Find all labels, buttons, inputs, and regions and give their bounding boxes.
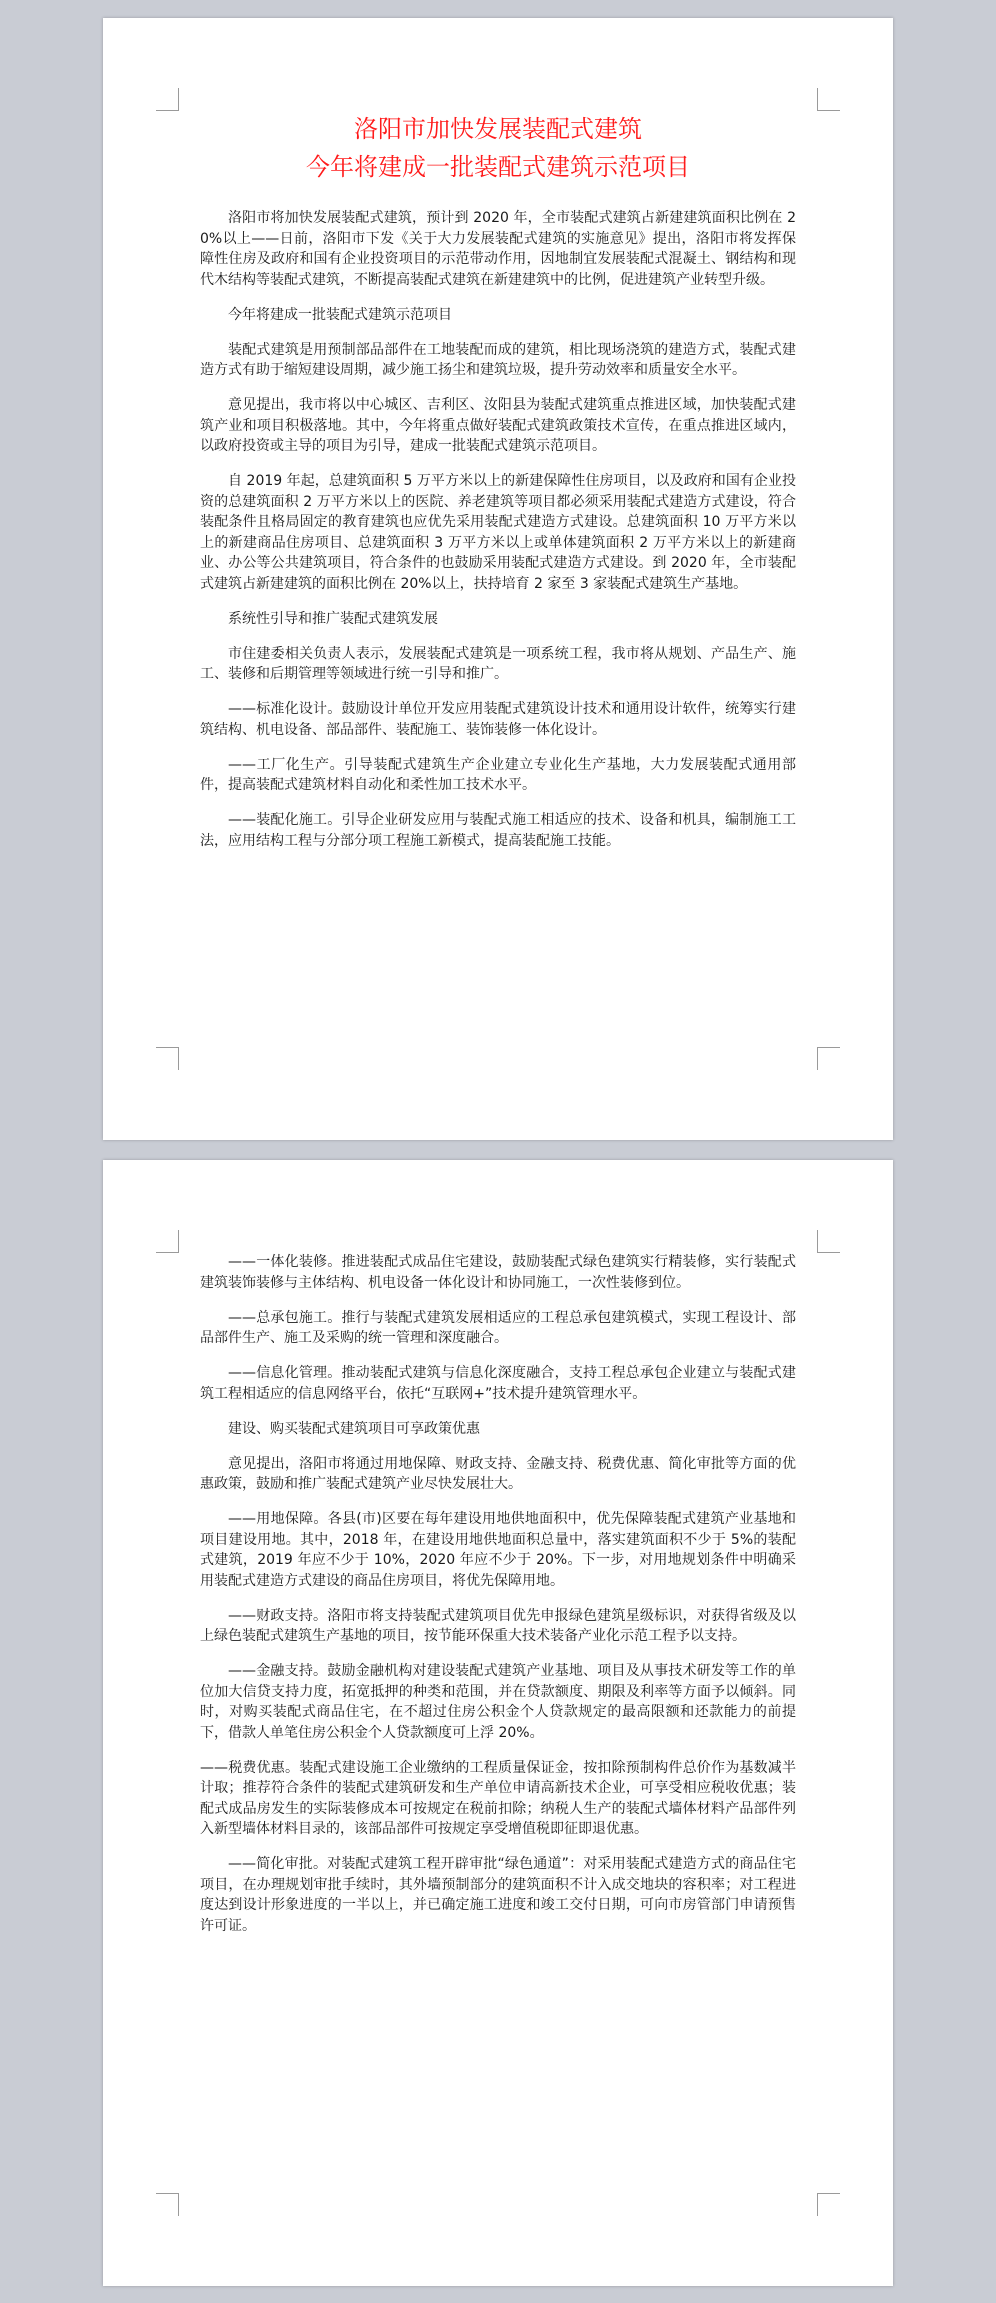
page-2-content [200, 1252, 796, 1951]
document-page-2 [103, 1160, 893, 2286]
paragraph: 洛阳市将加快发展装配式建筑，预计到 2020 年，全市装配式建筑占新建建筑面积比例在 20%以上——日前，洛阳市下发《关于大力发展装配式建筑的实施意见》提出，洛阳市将发挥保障性住房及政府和国有企业投资项目的示范带动作用，因地制宜发展装配式混凝土、钢结构和现代木结构等装配式建筑，不断提高装配式建筑在新建建筑中的比例，促进建筑产业转型升级。 [200, 210, 796, 288]
margin-mark-bottom-right [817, 1047, 840, 1070]
paragraph: ——信息化管理。推动装配式建筑与信息化深度融合，支持工程总承包企业建立与装配式建筑工程相适应的信息网络平台，依托“互联网+”技术提升建筑管理水平。 [200, 1365, 796, 1402]
paragraph: 市住建委相关负责人表示，发展装配式建筑是一项系统工程，我市将从规划、产品生产、施工、装修和后期管理等领域进行统一引导和推广。 [200, 645, 796, 682]
section-heading: 建设、购买装配式建筑项目可享政策优惠 [228, 1420, 480, 1437]
paragraph: ——总承包施工。推行与装配式建筑发展相适应的工程总承包建筑模式，实现工程设计、部品部件生产、施工及采购的统一管理和深度融合。 [200, 1309, 796, 1346]
paragraph: ——财政支持。洛阳市将支持装配式建筑项目优先申报绿色建筑星级标识，对获得省级及以上绿色装配式建筑生产基地的项目，按节能环保重大技术装备产业化示范工程予以支持。 [200, 1607, 796, 1644]
paragraph: ——装配化施工。引导企业研发应用与装配式施工相适应的技术、设备和机具，编制施工工法，应用结构工程与分部分项工程施工新模式，提高装配施工技能。 [200, 812, 796, 849]
paragraph: ——工厂化生产。引导装配式建筑生产企业建立专业化生产基地，大力发展装配式通用部件，提高装配式建筑材料自动化和柔性加工技术水平。 [200, 756, 796, 793]
paragraph: 意见提出，洛阳市将通过用地保障、财政支持、金融支持、税费优惠、简化审批等方面的优惠政策，鼓励和推广装配式建筑产业尽快发展壮大。 [200, 1455, 796, 1492]
paragraph: ——用地保障。各县(市)区要在每年建设用地供地面积中，优先保障装配式建筑产业基地和项目建设用地。其中，2018 年，在建设用地供地面积总量中，落实建筑面积不少于 5%的装配式建筑，2019 年应不少于 10%，2020 年应不少于 20%。下一步，对用地规划条件中明确采用装配式建造方式建设的商品住房项目，将优先保障用地。 [200, 1511, 796, 1589]
paragraph: ——一体化装修。推进装配式成品住宅建设，鼓励装配式绿色建筑实行精装修，实行装配式建筑装饰装修与主体结构、机电设备一体化设计和协同施工，一次性装修到位。 [200, 1254, 796, 1291]
paragraph: 自 2019 年起，总建筑面积 5 万平方米以上的新建保障性住房项目，以及政府和国有企业投资的总建筑面积 2 万平方米以上的医院、养老建筑等项目都必须采用装配式建造方式建设，符合装配条件且格局固定的教育建筑也应优先采用装配式建造方式建设。总建筑面积 10 万平方米以上的新建商品住房项目、总建筑面积 3 万平方米以上或单体建筑面积 2 万平方米以上的新建商业、办公等公共建筑项目，符合条件的也鼓励采用装配式建造方式建设。到 2020 年，全市装配式建筑占新建建筑的面积比例在 20%以上，扶持培育 2 家至 3 家装配式建筑生产基地。 [200, 473, 796, 592]
margin-mark-top-right [817, 88, 840, 111]
article-title [200, 110, 796, 186]
page-1-content [200, 110, 796, 866]
paragraph: ——税费优惠。装配式建设施工企业缴纳的工程质量保证金，按扣除预制构件总价作为基数减半计取；推荐符合条件的装配式建筑研发和生产单位申请高新技术企业，可享受相应税收优惠；装配式成品房发生的实际装修成本可按规定在税前扣除；纳税人生产的装配式墙体材料产品部件列入新型墙体材料目录的，该部品部件可按规定享受增值税即征即退优惠。 [200, 1759, 796, 1837]
margin-mark-bottom-right [817, 2193, 840, 2216]
margin-mark-bottom-left [156, 1047, 179, 1070]
margin-mark-top-left [156, 88, 179, 111]
paragraph: 意见提出，我市将以中心城区、吉利区、汝阳县为装配式建筑重点推进区域，加快装配式建筑产业和项目积极落地。其中，今年将重点做好装配式建筑政策技术宣传，在重点推进区域内，以政府投资或主导的项目为引导，建成一批装配式建筑示范项目。 [200, 397, 796, 454]
section-heading: 系统性引导和推广装配式建筑发展 [228, 610, 438, 627]
paragraph: 装配式建筑是用预制部品部件在工地装配而成的建筑，相比现场浇筑的建造方式，装配式建造方式有助于缩短建设周期，减少施工扬尘和建筑垃圾，提升劳动效率和质量安全水平。 [200, 341, 796, 378]
document-page-1 [103, 18, 893, 1140]
margin-mark-top-left [156, 1230, 179, 1253]
title-line-1: 洛阳市加快发展装配式建筑 [354, 115, 642, 143]
margin-mark-top-right [817, 1230, 840, 1253]
paragraph: ——简化审批。对装配式建筑工程开辟审批“绿色通道”：对采用装配式建造方式的商品住宅项目，在办理规划审批手续时，其外墙预制部分的建筑面积不计入成交地块的容积率；对工程进度达到设计形象进度的一半以上，并已确定施工进度和竣工交付日期，可向市房管部门申请预售许可证。 [200, 1856, 796, 1934]
paragraph: ——标准化设计。鼓励设计单位开发应用装配式建筑设计技术和通用设计软件，统筹实行建筑结构、机电设备、部品部件、装配施工、装饰装修一体化设计。 [200, 701, 796, 738]
margin-mark-bottom-left [156, 2193, 179, 2216]
paragraph: ——金融支持。鼓励金融机构对建设装配式建筑产业基地、项目及从事技术研发等工作的单位加大信贷支持力度，拓宽抵押的种类和范围，并在贷款额度、期限及利率等方面予以倾斜。同时，对购买装配式商品住宅，在不超过住房公积金个人贷款规定的最高限额和还款能力的前提下，借款人单笔住房公积金个人贷款额度可上浮 20%。 [200, 1663, 796, 1741]
title-line-2: 今年将建成一批装配式建筑示范项目 [306, 153, 690, 181]
section-heading: 今年将建成一批装配式建筑示范项目 [228, 306, 452, 323]
